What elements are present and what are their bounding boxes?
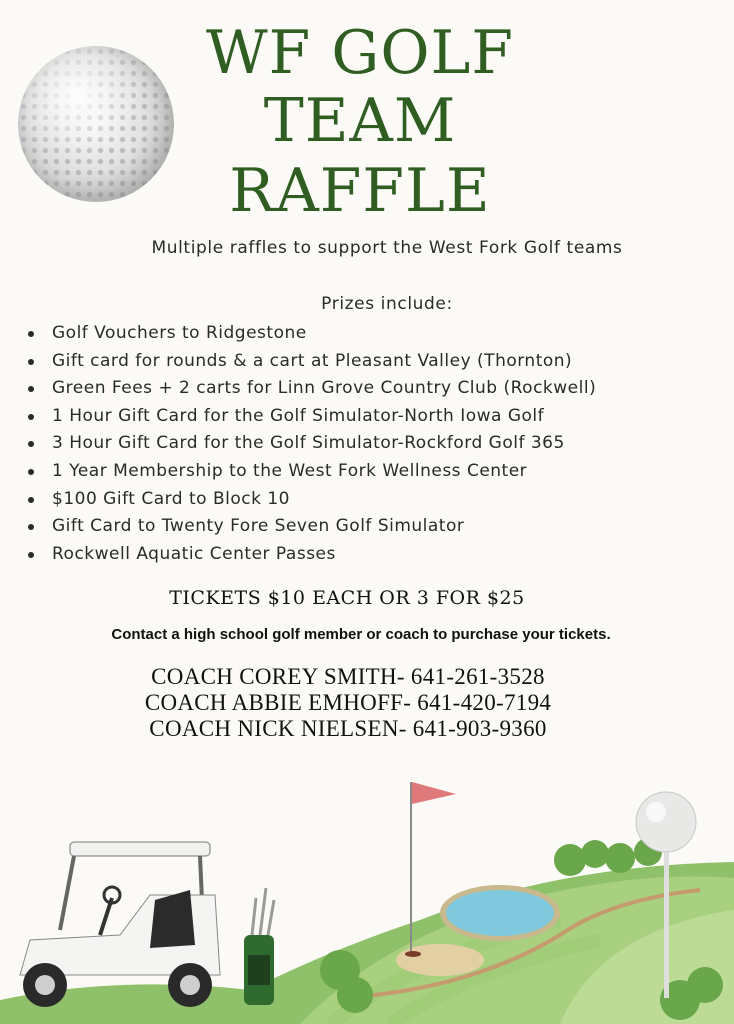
prize-item: Gift Card to Twenty Fore Seven Golf Simulator <box>22 513 727 541</box>
prize-item: Golf Vouchers to Ridgestone <box>22 320 727 348</box>
prize-item: Green Fees + 2 carts for Linn Grove Country Club (Rockwell) <box>22 375 727 403</box>
title-line-3: RAFFLE <box>229 156 491 226</box>
prize-item: $100 Gift Card to Block 10 <box>22 486 727 514</box>
golf-bag-icon <box>244 888 274 1005</box>
prize-item: 1 Year Membership to the West Fork Wellness Center <box>22 458 727 486</box>
golf-cart-icon <box>20 842 220 1007</box>
coach-contacts <box>0 664 696 742</box>
ticket-price: TICKETS $10 EACH OR 3 FOR $25 <box>169 587 525 609</box>
prize-item: Gift card for rounds & a cart at Pleasant Valley (Thornton) <box>22 348 727 376</box>
golf-course-illustration <box>0 770 734 1024</box>
coach-line: COACH COREY SMITH- 641-261-3528 <box>151 664 545 689</box>
prize-item: 1 Hour Gift Card for the Golf Simulator-North Iowa Golf <box>22 403 727 431</box>
title-line-1: WF GOLF <box>206 18 514 88</box>
coach-line: COACH NICK NIELSEN- 641-903-9360 <box>149 716 547 741</box>
subtitle: Multiple raffles to support the West Fork Golf teams <box>151 238 623 258</box>
prize-list <box>22 320 727 568</box>
prize-item: Rockwell Aquatic Center Passes <box>22 541 727 569</box>
title-line-2: TEAM <box>263 86 457 156</box>
golf-ball-icon <box>18 46 174 202</box>
prizes-heading: Prizes include: <box>321 294 453 314</box>
coach-line: COACH ABBIE EMHOFF- 641-420-7194 <box>144 690 552 715</box>
contact-instructions: Contact a high school golf member or coach to purchase your tickets. <box>111 626 611 643</box>
prize-item: 3 Hour Gift Card for the Golf Simulator-Rockford Golf 365 <box>22 430 727 458</box>
